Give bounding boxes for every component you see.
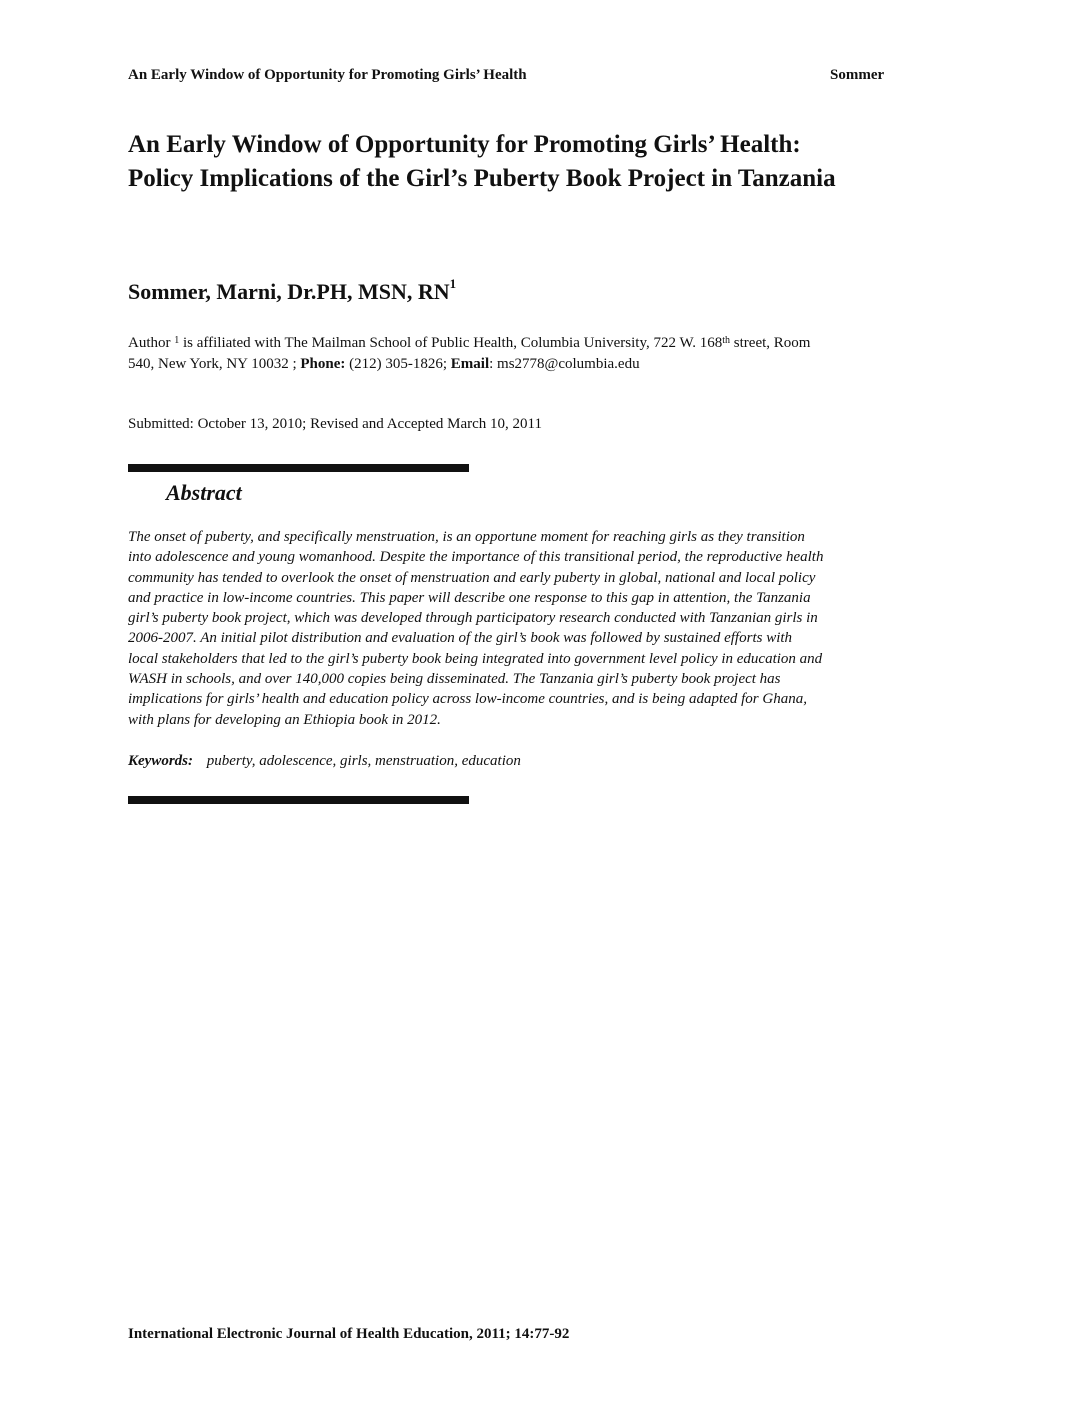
abstract-bottom-rule — [128, 796, 469, 804]
abstract-heading: Abstract — [166, 480, 242, 505]
affiliation-line-2 — [128, 354, 958, 375]
running-head-author: Sommer — [830, 67, 885, 83]
abstract-line: and practice in low-income countries. This paper will describe one response to this gap in attention, the Tanzania — [128, 589, 811, 606]
abstract-line: girl’s puberty book project, which was developed through participatory research conducted with Tanzanian girls in — [128, 610, 818, 627]
author-affiliation — [128, 333, 958, 375]
affiliation-text-cont: street, Room — [733, 335, 811, 351]
abstract-line: local stakeholders that led to the girl’s puberty book being integrated into government level policy in education and — [128, 650, 823, 667]
paper-title-line-1: An Early Window of Opportunity for Promoting Girls’ Health: — [128, 131, 801, 158]
abstract-line: with plans for developing an Ethiopia book in 2012. — [128, 711, 441, 728]
phone-label: Phone: — [300, 356, 346, 372]
phone-number: (212) 305-1826; — [349, 356, 448, 372]
abstract-line: WASH in schools, and over 140,000 copies being disseminated. The Tanzania girl’s puberty book project has — [128, 671, 781, 688]
author-name: Sommer, Marni, Dr.PH, MSN, RN — [128, 279, 450, 304]
affiliation-line-1 — [128, 333, 958, 354]
keywords-list: puberty, adolescence, girls, menstruation, education — [206, 753, 521, 769]
submission-dates: Submitted: October 13, 2010; Revised and Accepted March 10, 2011 — [128, 416, 542, 432]
affiliation-footnote-mark: 1 — [174, 335, 180, 346]
paper-title — [128, 128, 988, 196]
running-head-title: An Early Window of Opportunity for Promoting Girls’ Health — [128, 67, 527, 83]
email-label: Email — [450, 356, 490, 372]
affiliation-lead: Author — [128, 335, 171, 351]
abstract-line: The onset of puberty, and specifically menstruation, is an opportune moment for reaching girls as they transition — [128, 529, 805, 545]
journal-citation-footer: International Electronic Journal of Health Education, 2011; 14:77-92 — [128, 1326, 570, 1342]
affiliation-text: is affiliated with The Mailman School of Public Health, Columbia University, 722 W. 168 — [183, 335, 723, 351]
author-footnote-mark: 1 — [449, 276, 457, 291]
email-address: : ms2778@columbia.edu — [489, 356, 640, 372]
abstract-line: implications for girls’ health and education policy across low-income countries, and is being adapted for Ghana, — [128, 691, 807, 708]
keywords — [128, 753, 521, 770]
abstract-line: community has tended to overlook the onset of menstruation and early puberty in global, national and local policy — [128, 569, 816, 586]
author-byline — [128, 276, 457, 305]
abstract-top-rule — [128, 464, 469, 472]
ordinal-suffix: th — [722, 335, 731, 346]
affiliation-address: 540, New York, NY 10032 ; — [128, 356, 297, 372]
paper-title-line-2: Policy Implications of the Girl’s Puberty Book Project in Tanzania — [128, 165, 836, 192]
abstract-line: into adolescence and young womanhood. Despite the importance of this transitional period, the reproductive health — [128, 549, 824, 566]
abstract-line: 2006-2007. An initial pilot distribution and evaluation of the girl’s book was followed by sustained efforts with — [128, 630, 793, 647]
abstract-body — [128, 527, 958, 730]
keywords-label: Keywords: — [128, 753, 193, 769]
